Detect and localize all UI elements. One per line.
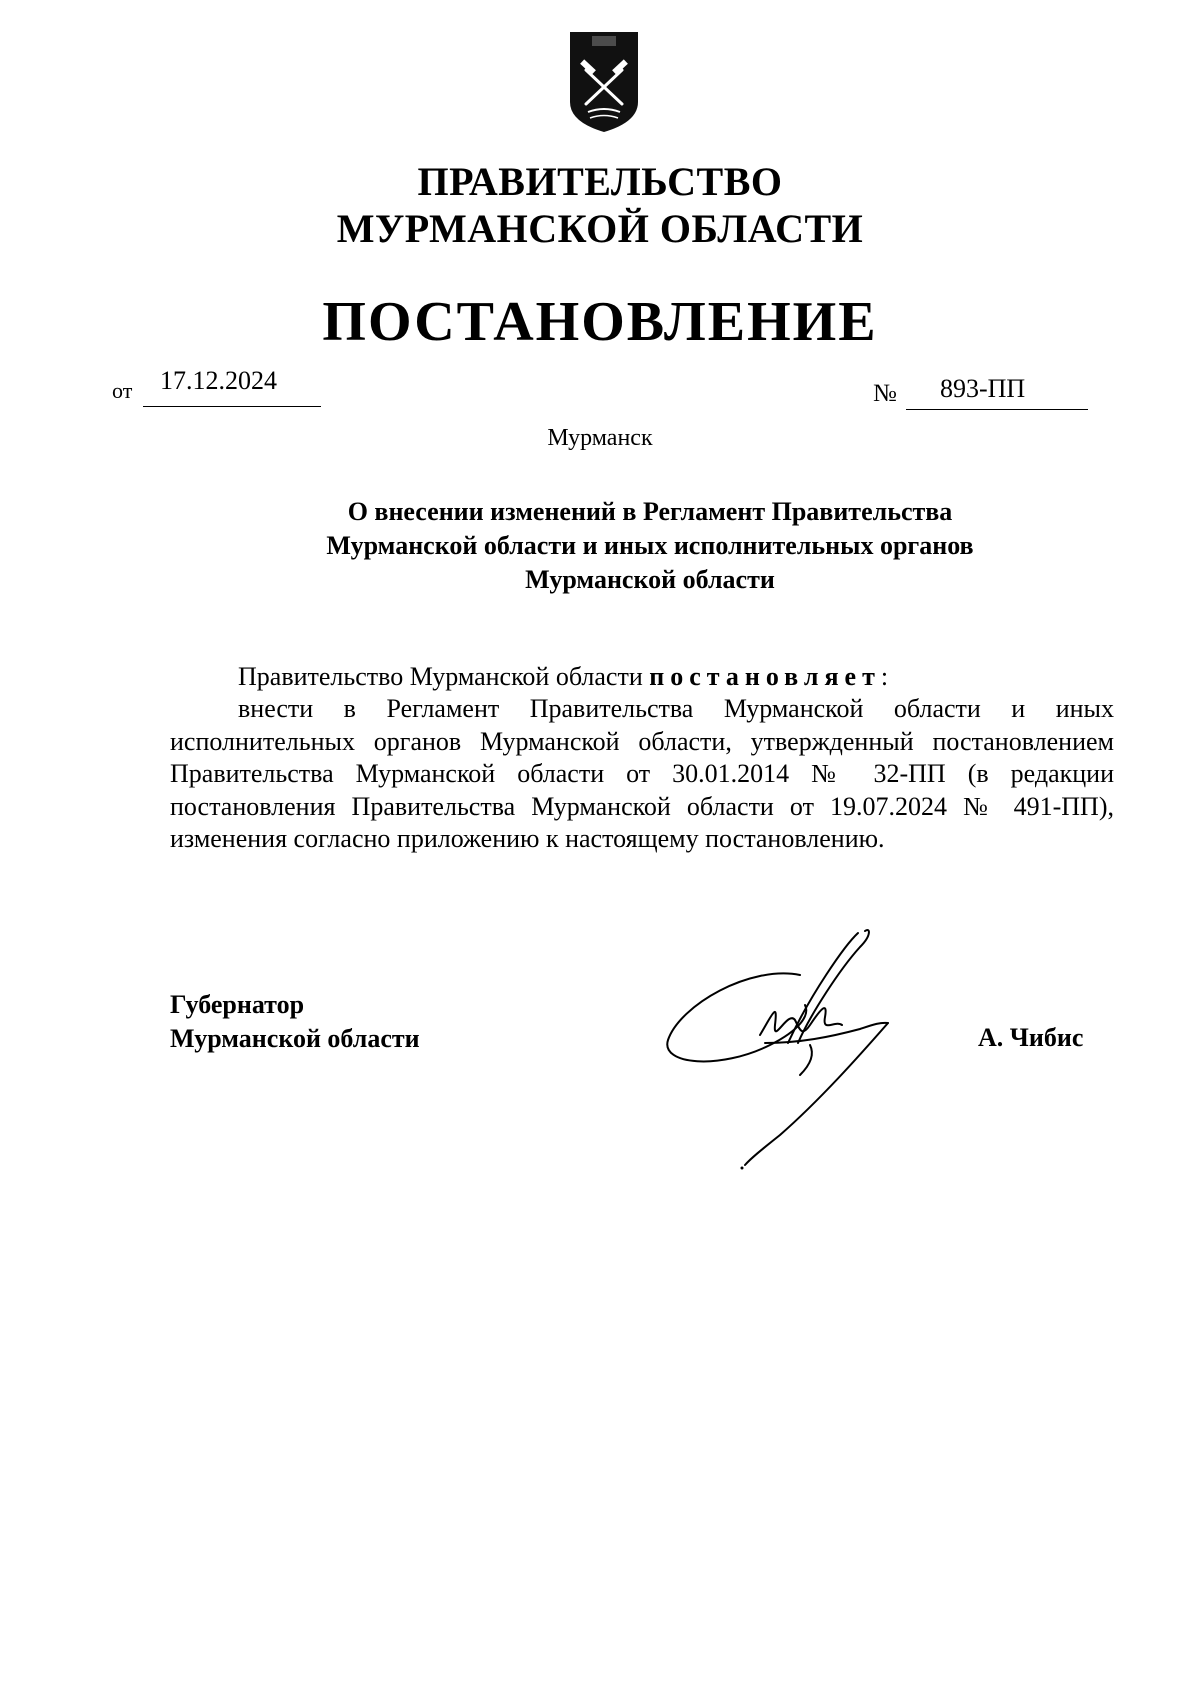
intro-verb: постановляет	[649, 662, 881, 691]
number-prefix: №	[873, 380, 897, 407]
signer-position-line2: Мурманской области	[170, 1024, 420, 1053]
handwritten-signature	[660, 925, 920, 1180]
date-underline	[143, 406, 321, 407]
intro-text: Правительство Мурманской области	[238, 662, 650, 691]
document-type-heading: ПОСТАНОВЛЕНИЕ	[322, 291, 878, 353]
number-underline	[906, 409, 1088, 410]
signer-position-line1: Губернатор	[170, 990, 305, 1019]
document-number: 893-ПП	[940, 374, 1026, 403]
signer-position	[170, 988, 420, 1056]
document-subject	[200, 495, 1100, 597]
date-prefix: от	[112, 378, 133, 403]
intro-colon: :	[880, 662, 889, 691]
subject-line2: Мурманской области и иных исполнительных органов	[326, 531, 974, 560]
resolution-intro	[238, 661, 888, 693]
coat-of-arms-icon	[568, 30, 640, 134]
subject-line1: О внесении изменений в Регламент Правительства	[347, 497, 953, 526]
document-date: 17.12.2024	[160, 366, 277, 395]
subject-line3: Мурманской области	[525, 565, 775, 594]
resolution-paragraph: внести в Регламент Правительства Мурманской области и иных исполнительных органов Мурманской области, утвержденный постановлением Правительства Мурманской области от 30.01.2014 № 32-ПП (в редакции постановления Правительства Мурманской области от 19.07.2024 № 491-ПП), изменения согласно приложению к настоящему постановлению.	[170, 694, 1114, 853]
org-title-line2: МУРМАНСКОЙ ОБЛАСТИ	[336, 206, 864, 251]
city-name: Мурманск	[547, 425, 653, 451]
signer-name: А. Чибис	[978, 1023, 1084, 1052]
org-title-line1: ПРАВИТЕЛЬСТВО	[417, 159, 783, 204]
